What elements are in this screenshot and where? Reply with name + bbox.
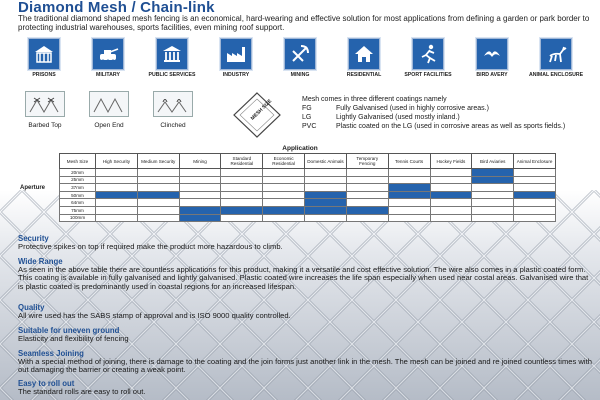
mesh-size-diagram	[232, 91, 282, 139]
intro-paragraph: The traditional diamond shaped mesh fencing is an economical, hard-wearing and effective solution for most applications from defining a garden or park border to protecting industrial warehouses, sports facilities, even mining roof support.	[18, 14, 590, 33]
table-header-application: Temporary Fencing	[346, 154, 388, 169]
application-cell	[472, 206, 514, 214]
application-cell	[305, 176, 347, 184]
coating-code: LG	[302, 114, 312, 121]
application-cell	[472, 214, 514, 222]
top-finish-label: Clinched	[160, 122, 186, 129]
mesh-size-cell: 25mm	[60, 176, 96, 184]
application-cell	[96, 169, 138, 177]
application-cell	[179, 176, 221, 184]
application-cell	[388, 176, 430, 184]
application-cell	[96, 214, 138, 222]
application-cell	[179, 184, 221, 192]
application-cell-marked	[221, 206, 263, 214]
section-body: All wire used has the SABS stamp of approval and is ISO 9000 quality controlled.	[18, 311, 291, 320]
application-label: ANIMAL ENCLOSURE	[528, 72, 584, 78]
application-industry	[207, 38, 265, 78]
table-header-application: Domestic Animals	[305, 154, 347, 169]
coating-description: Fully Galvanised (used in highly corrosive areas.)	[336, 105, 489, 112]
application-cell	[137, 169, 179, 177]
mesh-size-label: MESH SIZE	[249, 98, 274, 122]
application-cell	[346, 176, 388, 184]
application-cell	[430, 184, 472, 192]
top-finish-barbed	[18, 91, 72, 129]
table-header-application: Medium Security	[137, 154, 179, 169]
application-label: PUBLIC SERVICES	[148, 72, 196, 78]
application-cell	[472, 191, 514, 199]
application-cell	[137, 176, 179, 184]
application-cell	[137, 199, 179, 207]
section-heading: Wide Range	[18, 257, 63, 266]
table-header-application: Hockey Fields	[430, 154, 472, 169]
application-cell	[305, 184, 347, 192]
section-body: Elasticity and flexibility of fencing	[18, 334, 129, 343]
application-label: MINING	[290, 72, 310, 78]
section-heading: Easy to roll out	[18, 379, 75, 388]
table-row	[60, 206, 556, 214]
industry-icon	[225, 43, 247, 65]
application-icons	[15, 38, 595, 80]
application-cell	[221, 214, 263, 222]
page-title: Diamond Mesh / Chain-link	[18, 0, 215, 16]
section-body: The standard rolls are easy to roll out.	[18, 387, 146, 396]
application-cell	[263, 199, 305, 207]
application-mining	[271, 38, 329, 78]
application-cell	[430, 176, 472, 184]
table-header-application: Economic Residential	[263, 154, 305, 169]
mesh-size-cell: 20mm	[60, 169, 96, 177]
application-cell-marked	[472, 169, 514, 177]
top-finish-label: Open End	[94, 122, 124, 129]
application-cell	[179, 169, 221, 177]
application-label: MILITARY	[96, 72, 120, 78]
application-label: INDUSTRY	[222, 72, 250, 78]
application-cell-marked	[388, 191, 430, 199]
application-cell	[514, 176, 556, 184]
coating-description: Plastic coated on the LG (used in corrosive areas as well as sports fields.)	[336, 123, 566, 130]
application-residential	[335, 38, 393, 78]
application-cell	[179, 191, 221, 199]
prison-icon	[33, 43, 55, 65]
application-cell	[430, 169, 472, 177]
section-uneven-ground	[18, 326, 593, 343]
section-security	[18, 234, 593, 251]
table-row	[60, 184, 556, 192]
application-cell	[472, 184, 514, 192]
application-cell	[430, 206, 472, 214]
application-cell	[346, 199, 388, 207]
application-cell-marked	[346, 206, 388, 214]
section-body: With a special method of joining, there is damage to the coating and the join forms just another link in the mesh. The mesh can be joined and re joined countless times with out damaging the barrier or creating a weak point.	[18, 357, 592, 375]
application-cell	[263, 191, 305, 199]
open-end-icon	[92, 94, 126, 114]
top-finish-clinched	[146, 91, 200, 129]
section-heading: Seamless Joining	[18, 349, 84, 358]
clinched-icon	[156, 94, 190, 114]
table-row	[60, 214, 556, 222]
application-cell	[96, 206, 138, 214]
application-cell	[221, 169, 263, 177]
barbed-top-icon	[28, 94, 62, 114]
application-cell-marked	[305, 191, 347, 199]
application-cell	[96, 176, 138, 184]
coatings-heading: Mesh comes in three different coatings namely	[302, 96, 447, 103]
application-table-heading: Application	[282, 145, 318, 152]
section-heading: Quality	[18, 303, 45, 312]
table-header-application: High Security	[96, 154, 138, 169]
application-cell	[346, 191, 388, 199]
application-cell-marked	[179, 206, 221, 214]
mining-icon	[289, 43, 311, 65]
application-animal-enclosure	[527, 38, 585, 78]
application-cell	[346, 184, 388, 192]
application-cell-marked	[137, 191, 179, 199]
public-services-icon	[161, 43, 183, 65]
application-cell	[137, 206, 179, 214]
application-label: RESIDENTIAL	[346, 72, 382, 78]
mesh-size-cell: 37mm	[60, 184, 96, 192]
application-cell	[305, 169, 347, 177]
application-cell-marked	[96, 191, 138, 199]
table-header-mesh-size: Mesh Size	[60, 154, 96, 169]
application-cell	[388, 206, 430, 214]
application-cell	[263, 184, 305, 192]
application-label: SPORT FACILITIES	[404, 72, 452, 78]
application-cell	[514, 214, 556, 222]
mesh-size-cell: 50mm	[60, 191, 96, 199]
application-label: BIRD AVERY	[476, 72, 508, 78]
application-public-services	[143, 38, 201, 78]
aperture-label: Aperture	[20, 185, 46, 191]
application-cell	[96, 184, 138, 192]
application-cell	[346, 214, 388, 222]
top-finish-options	[18, 91, 248, 141]
animal-icon	[545, 43, 567, 65]
application-cell	[514, 169, 556, 177]
application-cell	[472, 199, 514, 207]
mesh-size-cell: 100mm	[60, 214, 96, 222]
application-cell	[137, 184, 179, 192]
coating-row	[302, 113, 592, 122]
application-cell	[430, 214, 472, 222]
application-cell	[388, 169, 430, 177]
table-row	[60, 191, 556, 199]
table-row	[60, 199, 556, 207]
section-body: Protective spikes on top if required make the product more hazardous to climb.	[18, 242, 283, 251]
application-cell-marked	[388, 184, 430, 192]
table-header-row	[60, 154, 556, 169]
application-cell	[514, 206, 556, 214]
application-cell	[221, 199, 263, 207]
application-sport-facilities	[399, 38, 457, 78]
section-seamless-joining	[18, 349, 593, 375]
mesh-size-cell: 75mm	[60, 206, 96, 214]
application-cell	[221, 176, 263, 184]
section-heading: Suitable for uneven ground	[18, 326, 120, 335]
table-header-application: Tennis Courts	[388, 154, 430, 169]
application-label: PRISONS	[32, 72, 56, 78]
application-cell-marked	[263, 206, 305, 214]
application-cell	[346, 169, 388, 177]
section-easy-roll-out	[18, 379, 593, 396]
table-row	[60, 176, 556, 184]
application-cell	[179, 199, 221, 207]
application-cell	[514, 199, 556, 207]
section-body: As seen in the above table there are countless applications for this product, making it a versatile and cost effective solution. The wire also comes in a plastic coated form. This coating is available in fully galvanised and lightly galvanised. Plastic coated wire increases the life span especially when used near costal areas. Galvanised wire that is plastic coated is predominantly used in coastal regions for an increased lifespan.	[18, 265, 589, 291]
military-icon	[97, 43, 119, 65]
section-quality	[18, 303, 593, 320]
application-cell-marked	[179, 214, 221, 222]
application-cell-marked	[514, 191, 556, 199]
table-header-application: Standard Residential	[221, 154, 263, 169]
application-cell	[388, 199, 430, 207]
application-military	[79, 38, 137, 78]
application-cell	[221, 191, 263, 199]
top-finish-label: Barbed Top	[28, 122, 62, 129]
application-cell-marked	[430, 191, 472, 199]
application-cell	[96, 199, 138, 207]
section-heading: Security	[18, 234, 49, 243]
top-finish-open-end	[82, 91, 136, 129]
application-cell	[430, 199, 472, 207]
application-bird-avery	[463, 38, 521, 78]
table-header-application: Mining	[179, 154, 221, 169]
application-cell	[263, 214, 305, 222]
application-cell-marked	[305, 206, 347, 214]
table-row	[60, 169, 556, 177]
application-cell	[263, 169, 305, 177]
residential-icon	[353, 43, 375, 65]
bird-icon	[481, 43, 503, 65]
coatings-panel	[302, 95, 592, 131]
application-cell	[514, 184, 556, 192]
coating-code: FG	[302, 105, 312, 112]
coating-row	[302, 122, 592, 131]
application-cell	[388, 214, 430, 222]
application-prisons	[15, 38, 73, 78]
sport-icon	[417, 43, 439, 65]
coating-row	[302, 104, 592, 113]
coating-description: Lightly Galvanised (used mostly inland.)	[336, 114, 460, 121]
application-cell-marked	[472, 176, 514, 184]
section-wide-range	[18, 257, 593, 291]
mesh-size-cell: 64mm	[60, 199, 96, 207]
application-cell	[305, 214, 347, 222]
coating-code: PVC	[302, 123, 317, 130]
application-cell	[221, 184, 263, 192]
application-cell	[137, 214, 179, 222]
table-header-application: Bird Aviaries	[472, 154, 514, 169]
application-cell	[263, 176, 305, 184]
application-table	[59, 153, 556, 222]
application-cell-marked	[305, 199, 347, 207]
table-header-application: Animal Enclosure	[514, 154, 556, 169]
